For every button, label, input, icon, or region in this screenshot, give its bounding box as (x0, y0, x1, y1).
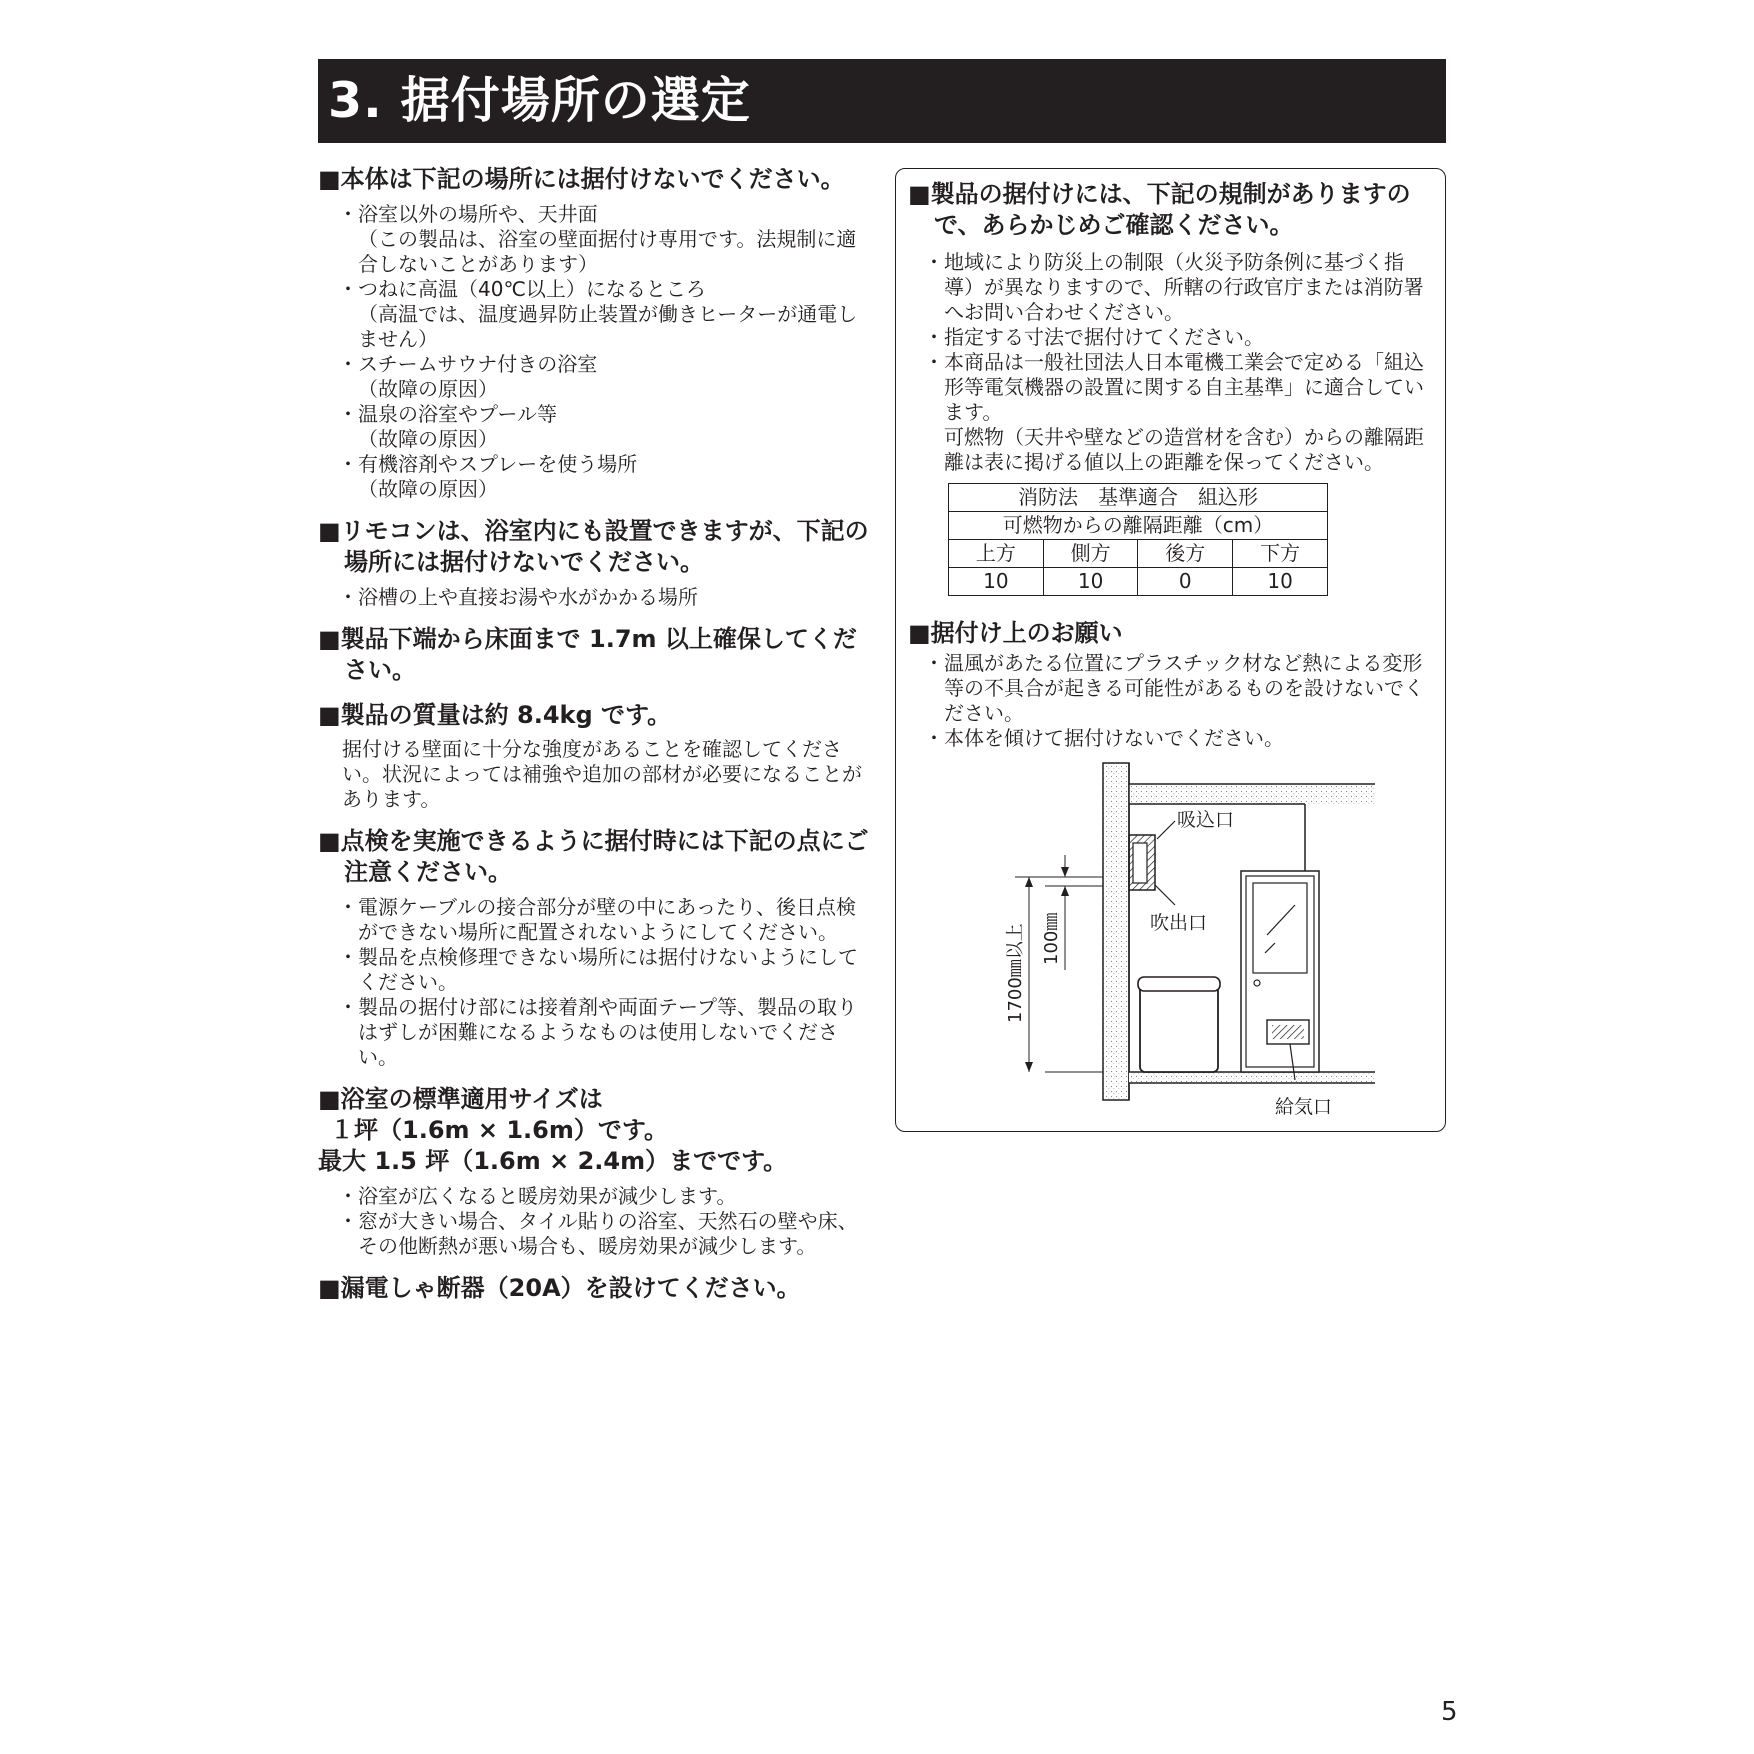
supply-label: 給気口 (1275, 1096, 1333, 1118)
installation-diagram (1005, 755, 1385, 1130)
list-item: ・ 温泉の浴室やプール等 （故障の原因） (340, 402, 874, 452)
list-item: ・ つねに高温（40℃以上）になるところ （高温では、温度過昇防止装置が働きヒーターが通電しません） (340, 277, 874, 352)
list-item: ・ 製品を点検修理できない場所には据付けないようにしてください。 (340, 945, 874, 995)
intake-label: 吸込口 (1177, 809, 1235, 831)
section-title: 3. 据付場所の選定 (318, 59, 1446, 143)
heading-floor-clearance: ■製品下端から床面まで 1.7m 以上確保してください。 (318, 625, 857, 684)
inspection-list (318, 895, 874, 1070)
page-number: 5 (1441, 1697, 1458, 1727)
heading-weight: ■製品の質量は約 8.4kg です。 (318, 701, 672, 729)
dim-1700-label: 1700㎜以上 (1005, 923, 1026, 1023)
bath-size-list (318, 1184, 874, 1259)
table-cell: 10 (949, 568, 1044, 596)
wall (1103, 763, 1129, 1100)
regulation-list (908, 250, 1433, 425)
table-header: 後方 (1138, 540, 1233, 568)
list-item: ・ 電源ケーブルの接合部分が壁の中にあったり、後日点検ができない場所に配置されないようにしてください。 (340, 895, 874, 945)
table-header: 下方 (1233, 540, 1328, 568)
no-install-list (318, 202, 874, 502)
table-title: 消防法 基準適合 組込形 (949, 484, 1328, 512)
list-item: ・ 本商品は一般社団法人日本電機工業会で定める「組込形等電気機器の設置に関する自主基準」に適合しています。 (926, 350, 1433, 425)
heading-install-requests: ■据付け上のお願い (908, 619, 1123, 647)
list-item: ・ 浴槽の上や直接お湯や水がかかる場所 (340, 585, 874, 610)
heading-breaker: ■漏電しゃ断器（20A）を設けてください。 (318, 1274, 801, 1302)
list-item: ・ 温風があたる位置にプラスチック材など熱による変形等の不具合が起きる可能性があるものを設けないでください。 (926, 651, 1433, 726)
list-item: ・ 有機溶剤やスプレーを使う場所 （故障の原因） (340, 452, 874, 502)
list-item: ・ 浴室が広くなると暖房効果が減少します。 (340, 1184, 874, 1209)
floor (1129, 1072, 1375, 1083)
heading-bath-size: ■浴室の標準適用サイズは １坪（1.6m × 1.6m）です。 最大 1.5 坪（1.6m × 2.4m）までです。 (318, 1085, 788, 1175)
weight-text: 据付ける壁面に十分な強度があることを確認してください。状況によっては補強や追加の部材が必要になることがあります。 (342, 737, 862, 811)
list-item: ・ スチームサウナ付きの浴室 （故障の原因） (340, 352, 874, 402)
clearance-table (948, 483, 1328, 596)
bathtub (1140, 980, 1218, 1072)
list-item: ・ 窓が大きい場合、タイル貼りの浴室、天然石の壁や床、その他断熱が悪い場合も、暖房効果が減少します。 (340, 1209, 874, 1259)
remote-list (318, 585, 874, 610)
table-row (949, 568, 1328, 596)
table-cell: 10 (1233, 568, 1328, 596)
table-header: 上方 (949, 540, 1044, 568)
list-item: ・ 製品の据付け部には接着剤や両面テープ等、製品の取りはずしが困難になるようなものは使用しないでください。 (340, 995, 874, 1070)
list-item: ・ 指定する寸法で据付けてください。 (926, 325, 1433, 350)
table-header: 側方 (1043, 540, 1138, 568)
list-item: ・ 浴室以外の場所や、天井面 （この製品は、浴室の壁面据付け専用です。法規制に適合しないことがあります） (340, 202, 874, 277)
heading-remote: ■リモコンは、浴室内にも設置できますが、下記の場所には据付けないでください。 (318, 517, 869, 576)
table-cell: 10 (1043, 568, 1138, 596)
table-row (949, 540, 1328, 568)
list-item: ・ 本体を傾けて据付けないでください。 (926, 726, 1433, 751)
table-cell: 0 (1138, 568, 1233, 596)
outlet-label: 吹出口 (1150, 912, 1208, 934)
heading-regulations: ■製品の据付けには、下記の規制がありますので、あらかじめご確認ください。 (908, 180, 1411, 239)
dim-100-label: 100㎜ (1041, 912, 1062, 965)
heading-no-install: ■本体は下記の場所には据付けないでください。 (318, 165, 845, 193)
heading-inspection: ■点検を実施できるように据付時には下記の点にご注意ください。 (318, 827, 869, 886)
clearance-note: 可燃物（天井や壁などの造営材を含む）からの離隔距離は表に掲げる値以上の距離を保ってください。 (944, 425, 1424, 474)
install-request-list (908, 651, 1433, 751)
table-subtitle: 可燃物からの離隔距離（cm） (949, 512, 1328, 540)
list-item: ・ 地域により防災上の制限（火災予防条例に基づく指導）が異なりますので、所轄の行政官庁または消防署へお問い合わせください。 (926, 250, 1433, 325)
left-column (318, 164, 874, 1304)
ceiling (1129, 784, 1375, 804)
